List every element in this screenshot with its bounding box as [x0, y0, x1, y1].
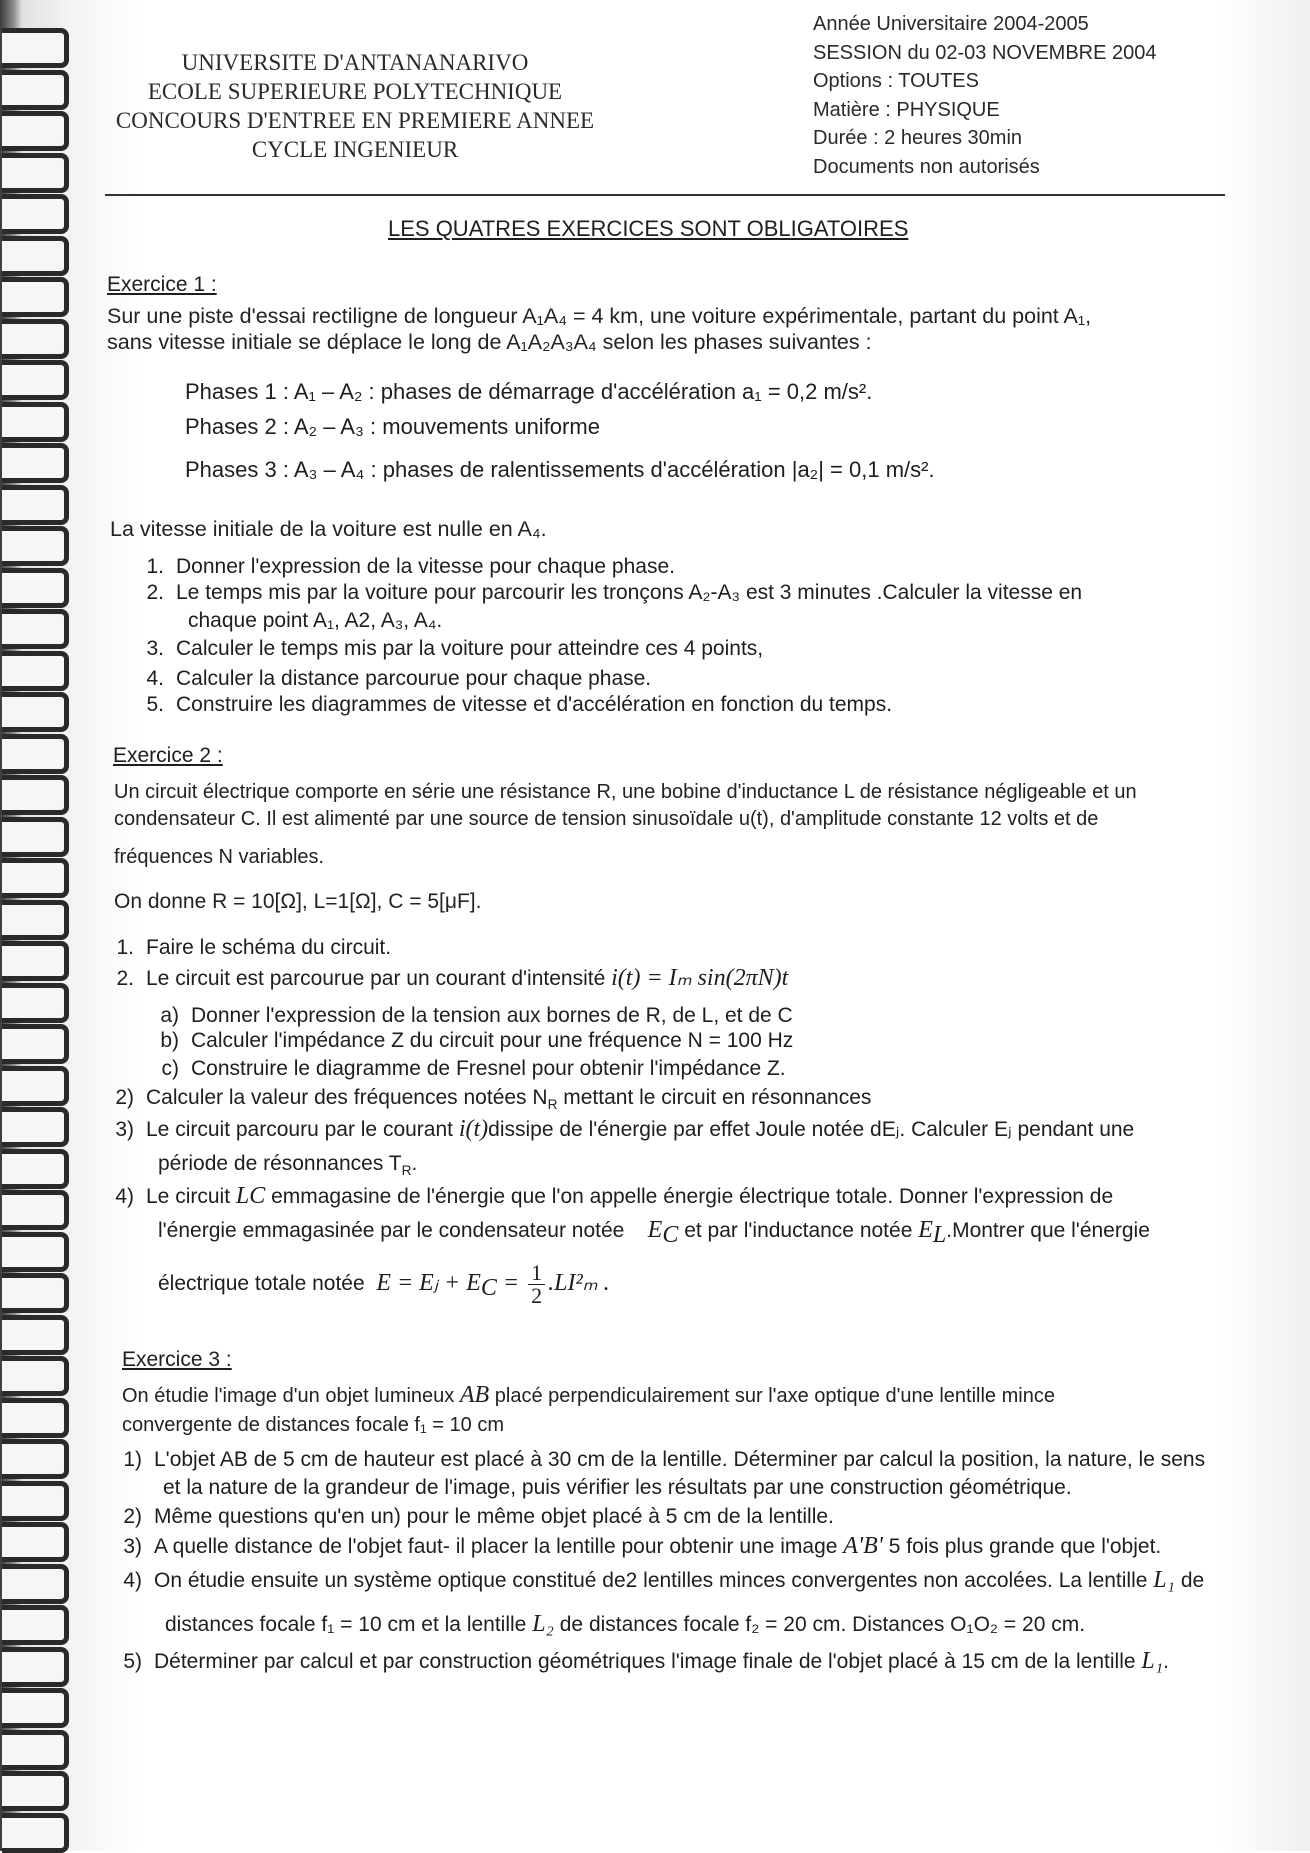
ex1-q3-number: 3. [146, 637, 164, 660]
binding-ring [2, 1356, 69, 1396]
ec-subscript: C [662, 1222, 679, 1249]
spiral-binding [0, 0, 80, 1851]
binding-ring [2, 236, 69, 276]
exercise-2-intro-line-2: condensateur C. Il est alimenté par une source de tension sinusoïdale u(t), d'amplitude constante 12 volts et de [114, 808, 1099, 830]
ex3-q5-text: Déterminer par calcul et par construction géométriques l'image finale de l'objet placé à 15 cm de la lentille [154, 1650, 1136, 1673]
ex1-question-4 [130, 665, 651, 692]
ex3-q4b-end: de distances focale f₂ = 20 cm. Distances O₁O₂ = 20 cm. [559, 1613, 1086, 1636]
ex3-question-4 [108, 1567, 1204, 1594]
ex2-q5b-text-1: l'énergie emmagasinée par le condensateur notée [158, 1219, 625, 1242]
binding-ring [2, 734, 69, 774]
ex2-q3-number: 2) [115, 1086, 134, 1109]
school-name: ECOLE SUPERIEURE POLYTECHNIQUE [147, 79, 563, 104]
ex3-intro-text: On étudie l'image d'un objet lumineux [122, 1385, 455, 1407]
exercise-2-title: Exercice 2 : [113, 744, 223, 767]
ex2-q5b-text-3: .Montrer que l'énergie [946, 1219, 1150, 1242]
ex3-intro-end: placé perpendiculairement sur l'axe optique d'une lentille mince [494, 1385, 1055, 1407]
binding-ring [2, 1024, 69, 1064]
binding-ring [2, 983, 69, 1023]
ex3-q3-end: 5 fois plus grande que l'objet. [888, 1535, 1162, 1558]
header-divider [105, 194, 1225, 196]
current-symbol: i(t) [458, 1116, 489, 1142]
binding-ring [2, 1771, 69, 1811]
ex3-q2-text: Même questions qu'en un) pour le même objet placé à 5 cm de la lentille. [154, 1505, 834, 1528]
object-ab: AB [459, 1382, 490, 1408]
duration: Durée : 2 heures 30min [813, 127, 1023, 149]
exercise-1-intro-line-1: Sur une piste d'essai rectiligne de longueur A₁A₄ = 4 km, une voiture expérimentale, partant du point A₁, [107, 304, 1092, 328]
binding-ring [2, 485, 69, 525]
ex2-question-3 [100, 1084, 871, 1118]
ex3-q1-continuation: et la nature de la grandeur de l'image, puis vérifier les résultats par une construction géométrique. [163, 1476, 1072, 1499]
exercise-1-intro-line-2: sans vitesse initiale se déplace le long de A₁A₂A₃A₄ selon les phases suivantes : [107, 330, 872, 354]
ex2-q2c-letter: c) [161, 1057, 179, 1080]
binding-ring [2, 858, 69, 898]
current-formula: i(t) = Iₘ sin(2πN)t [611, 965, 789, 991]
exercise-1-title: Exercice 1 : [107, 273, 217, 296]
institution-header [95, 48, 615, 164]
contest-name: CONCOURS D'ENTREE EN PREMIERE ANNEE [115, 108, 595, 133]
exercise-2-given-values: On donne R = 10[Ω], L=1[Ω], C = 5[μF]. [114, 890, 482, 913]
ex1-q5-number: 5. [146, 693, 164, 716]
binding-ring [2, 277, 69, 317]
binding-ring [2, 651, 69, 691]
binding-ring [2, 1232, 69, 1272]
binding-ring [2, 194, 69, 234]
ex2-q4b-end: . [411, 1152, 418, 1175]
ex2-q3-text: Calculer la valeur des fréquences notées N [146, 1086, 548, 1109]
binding-ring [2, 1107, 69, 1147]
binding-ring [2, 1564, 69, 1604]
ex1-question-1 [130, 553, 675, 580]
binding-ring [2, 153, 69, 193]
ex1-q2-continuation: chaque point A₁, A2, A₃, A₄. [188, 609, 443, 632]
image-a-prime-b-prime: A'B' [843, 1533, 883, 1559]
binding-ring [2, 360, 69, 400]
documents-policy: Documents non autorisés [813, 155, 1040, 178]
binding-ring [2, 1398, 69, 1438]
binding-ring [2, 1066, 69, 1106]
ex2-q5-text: emmagasine de l'énergie que l'on appelle énergie électrique totale. Donner l'expression de [271, 1185, 1114, 1208]
ex3-question-1 [108, 1446, 1205, 1473]
energy-formula-b: .LI²ₘ . [548, 1270, 610, 1297]
binding-ring [2, 568, 69, 608]
binding-ring [2, 1190, 69, 1230]
binding-ring [2, 70, 69, 110]
session: SESSION du 02-03 NOVEMBRE 2004 [813, 41, 1157, 64]
phase-3-value: |a₂| = 0,1 m/s². [791, 457, 935, 482]
binding-ring [2, 775, 69, 815]
ex2-q4b-subscript: R [401, 1163, 412, 1179]
lens-l1: L₁ [1153, 1567, 1175, 1593]
binding-ring [2, 319, 69, 359]
ex3-q4b-text: distances focale f₁ = 10 cm et la lentille [165, 1613, 527, 1636]
ex1-q1-text: Donner l'expression de la vitesse pour chaque phase. [176, 555, 675, 578]
ex2-q4-number: 3) [115, 1118, 134, 1141]
ex3-q2-number: 2) [123, 1505, 142, 1528]
exercise-1-note: La vitesse initiale de la voiture est nulle en A₄. [110, 517, 547, 541]
one-half-fraction [528, 1262, 545, 1307]
ex3-q5-end: . [1163, 1650, 1169, 1673]
exercise-3-intro-line-2: convergente de distances focale f₁ = 10 cm [122, 1414, 504, 1436]
exam-info [813, 10, 1233, 181]
binding-ring [2, 526, 69, 566]
ec-symbol: E [647, 1217, 663, 1243]
ex2-q3-end: mettant le circuit en résonnances [557, 1086, 872, 1109]
binding-ring [2, 1481, 69, 1521]
phase-2: Phases 2 : A₂ – A₃ : mouvements uniforme [185, 414, 600, 439]
ex3-q1-text: L'objet AB de 5 cm de hauteur est placé à 30 cm de la lentille. Déterminer par calcul la position, la nature, le sens [154, 1448, 1206, 1471]
ex2-q5-line-3 [158, 1262, 610, 1307]
fraction-numerator: 1 [528, 1262, 545, 1285]
binding-ring [2, 817, 69, 857]
ex1-question-3 [130, 635, 763, 662]
energy-formula-eq: = [496, 1270, 526, 1297]
phase-3 [185, 455, 935, 484]
ex2-q5b-text-2: et par l'inductance notée [684, 1219, 913, 1242]
el-symbol: E [918, 1217, 933, 1243]
binding-ring [2, 1813, 69, 1853]
ex1-q3-text: Calculer le temps mis par la voiture pour atteindre ces 4 points, [176, 637, 764, 660]
ex2-question-2a [145, 1002, 793, 1029]
academic-year: Année Universitaire 2004-2005 [813, 13, 1089, 35]
lc-symbol: LC [235, 1183, 266, 1209]
ex1-q2-number: 2. [146, 581, 164, 604]
binding-ring [2, 1149, 69, 1189]
ex3-q4-de: de [1180, 1569, 1205, 1592]
binding-ring [2, 900, 69, 940]
ex2-q5c-text: électrique totale notée [158, 1272, 365, 1296]
phase-3-text: Phases 3 : A₃ – A₄ : phases de ralentissements d'accélération [185, 457, 786, 482]
binding-ring [2, 443, 69, 483]
ex3-q5-number: 5) [123, 1650, 142, 1673]
phase-1: Phases 1 : A₁ – A₂ : phases de démarrage d'accélération a₁ = 0,2 m/s². [185, 379, 873, 404]
ex2-question-2b [145, 1027, 793, 1054]
page-title: LES QUATRES EXERCICES SONT OBLIGATOIRES [388, 216, 909, 241]
ex3-question-3 [108, 1533, 1161, 1560]
ex2-q4-end: dissipe de l'énergie par effet Joule notée dEⱼ. Calculer Eⱼ pendant une [488, 1118, 1135, 1141]
ex1-q4-number: 4. [146, 667, 164, 690]
binding-ring [2, 1730, 69, 1770]
ex1-q1-number: 1. [146, 555, 164, 578]
ex3-q3-text: A quelle distance de l'objet faut- il placer la lentille pour obtenir une image [154, 1535, 838, 1558]
ex1-q2-text: Le temps mis par la voiture pour parcourir les tronçons A₂-A₃ est 3 minutes .Calculer la vitesse en [176, 581, 1083, 604]
cycle-name: CYCLE INGENIEUR [251, 137, 459, 162]
binding-ring [2, 941, 69, 981]
ex3-question-2 [108, 1503, 834, 1530]
binding-ring [2, 28, 69, 68]
ex2-q5-number: 4) [115, 1185, 134, 1208]
binding-ring [2, 1688, 69, 1728]
binding-ring [2, 1315, 69, 1355]
ex3-q3-number: 3) [123, 1535, 142, 1558]
ex2-q1-text: Faire le schéma du circuit. [146, 936, 392, 959]
ex2-question-2c [145, 1055, 786, 1082]
options: Options : TOUTES [813, 70, 979, 92]
ex2-q2-text: Le circuit est parcourue par un courant d'intensité [146, 967, 606, 990]
university-name: UNIVERSITE D'ANTANANARIVO [181, 50, 529, 75]
ex3-q4-number: 4) [123, 1569, 142, 1592]
ex2-q4b-text: période de résonnances T [158, 1152, 402, 1175]
ex2-q4-text: Le circuit parcouru par le courant [146, 1118, 453, 1141]
energy-formula-a: E = Eⱼ + E [376, 1270, 481, 1297]
ex2-question-1 [100, 934, 391, 961]
binding-ring [2, 1439, 69, 1479]
binding-ring [2, 1605, 69, 1645]
binding-ring [2, 1647, 69, 1687]
el-subscript: L [932, 1222, 947, 1249]
exercise-3-intro-line-1 [122, 1381, 1055, 1411]
ex1-q5-text: Construire les diagrammes de vitesse et d'accélération en fonction du temps. [176, 693, 893, 716]
binding-ring [2, 692, 69, 732]
ex2-question-2 [100, 965, 788, 992]
ex3-q1-number: 1) [123, 1448, 142, 1471]
ex2-q5-pre: Le circuit [146, 1185, 231, 1208]
binding-ring [2, 402, 69, 442]
lens-l2: L₂ [532, 1611, 554, 1637]
binding-ring [2, 609, 69, 649]
subject: Matière : PHYSIQUE [813, 98, 1000, 121]
ex3-question-5 [108, 1648, 1169, 1675]
binding-ring [2, 1273, 69, 1313]
ex2-question-4 [100, 1116, 1134, 1143]
ex2-q2a-text: Donner l'expression de la tension aux bornes de R, de L, et de C [191, 1004, 793, 1027]
ex2-q1-number: 1. [116, 936, 134, 959]
ex1-question-5 [130, 691, 892, 718]
ex1-question-2 [130, 579, 1082, 606]
exercise-2-intro-line-1: Un circuit électrique comporte en série une résistance R, une bobine d'inductance L de résistance négligeable et un [114, 781, 1137, 803]
ex2-q3-subscript: R [547, 1097, 558, 1113]
ex3-q4-text: On étudie ensuite un système optique constitué de2 lentilles minces convergentes non accolées. La lentille [154, 1569, 1148, 1592]
energy-formula-sub: C [480, 1275, 497, 1302]
ex1-q4-text: Calculer la distance parcourue pour chaque phase. [176, 667, 652, 690]
ex3-q4-continuation [165, 1611, 1085, 1638]
fraction-denominator: 2 [531, 1283, 543, 1308]
ex2-q2a-letter: a) [160, 1004, 179, 1027]
exercise-2-intro-line-3: fréquences N variables. [114, 846, 325, 868]
ex2-q2c-text: Construire le diagramme de Fresnel pour obtenir l'impédance Z. [191, 1057, 786, 1080]
ex2-q2-number: 2. [116, 967, 134, 990]
lens-l1-final: L₁ [1141, 1648, 1164, 1674]
ex2-q2b-text: Calculer l'impédance Z du circuit pour une fréquence N = 100 Hz [191, 1029, 794, 1052]
exercise-3-title: Exercice 3 : [122, 1348, 232, 1371]
ex2-q4-continuation [158, 1150, 417, 1184]
ex2-q2b-letter: b) [160, 1029, 179, 1052]
ex2-question-5 [100, 1183, 1113, 1210]
binding-ring [2, 111, 69, 151]
ex2-q5-line-2 [158, 1217, 1150, 1249]
binding-ring [2, 1522, 69, 1562]
